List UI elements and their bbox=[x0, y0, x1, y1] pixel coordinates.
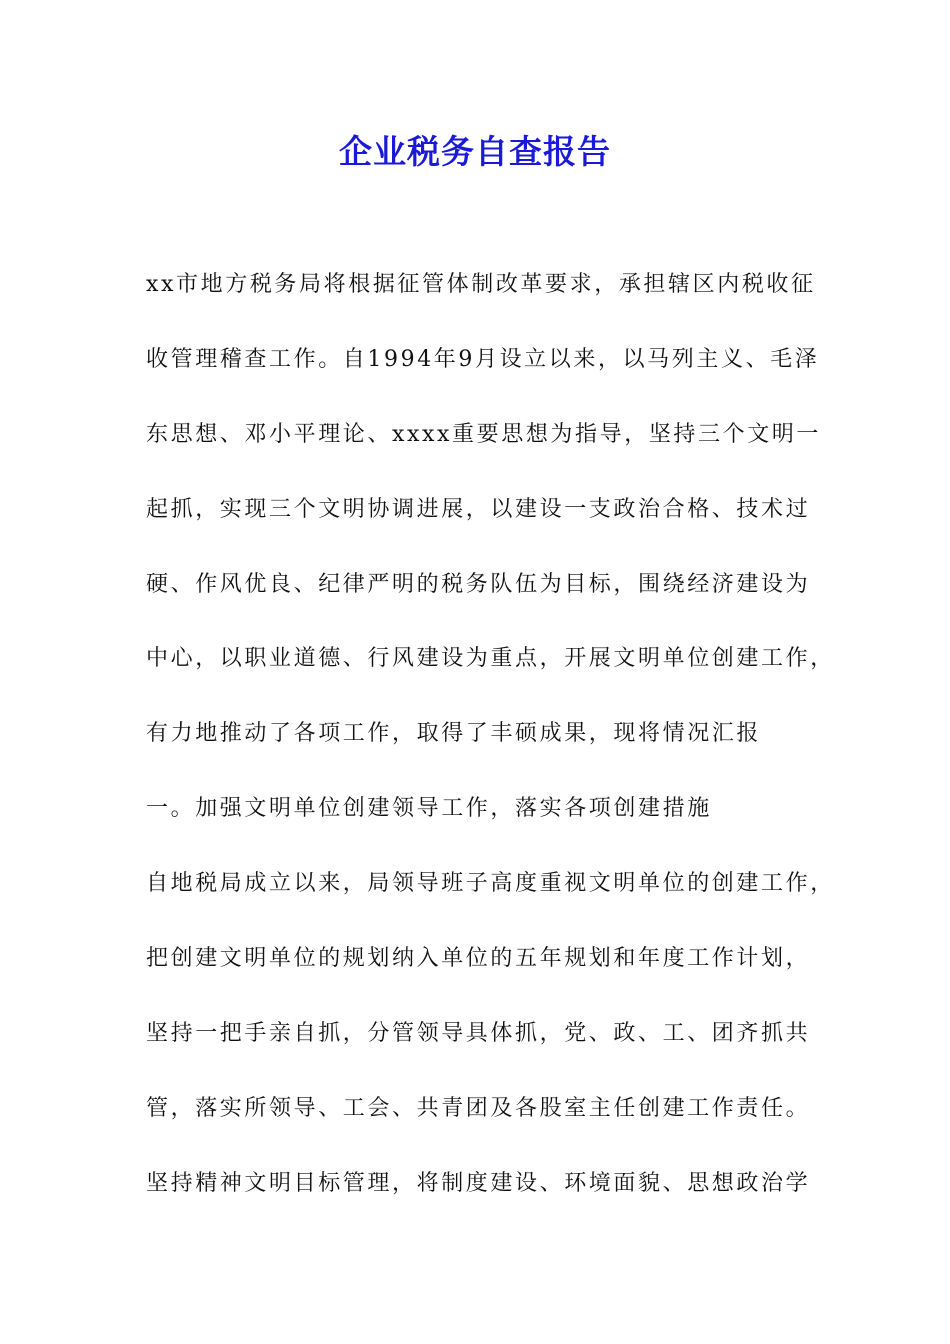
body-line: 坚持一把手亲自抓，分管领导具体抓，党、政、工、团齐抓共 bbox=[146, 1020, 811, 1046]
body-line: 起抓，实现三个文明协调进展，以建设一支政治合格、技术过 bbox=[146, 496, 811, 522]
body-line: 自地税局成立以来，局领导班子高度重视文明单位的创建工作， bbox=[146, 871, 835, 897]
document-title: 企业税务自查报告 bbox=[339, 132, 611, 171]
body-line: 管，落实所领导、工会、共青团及各股室主任创建工作责任。 bbox=[146, 1095, 811, 1121]
body-line: 坚持精神文明目标管理，将制度建设、环境面貌、思想政治学 bbox=[146, 1170, 811, 1196]
body-line: 东思想、邓小平理论、xxxx重要思想为指导，坚持三个文明一 bbox=[146, 421, 822, 447]
body-line: xx市地方税务局将根据征管体制改革要求，承担辖区内税收征 bbox=[146, 272, 816, 297]
document-body bbox=[146, 263, 836, 1237]
body-line: 硬、作风优良、纪律严明的税务队伍为目标，围绕经济建设为 bbox=[146, 571, 811, 597]
section-heading: 一。加强文明单位创建领导工作，落实各项创建措施 bbox=[146, 796, 712, 822]
body-line: 收管理稽查工作。自1994年9月设立以来，以马列主义、毛泽 bbox=[146, 346, 820, 372]
body-line: 把创建文明单位的规划纳入单位的五年规划和年度工作计划， bbox=[146, 946, 811, 972]
body-line: 有力地推动了各项工作，取得了丰硕成果，现将情况汇报 bbox=[146, 721, 762, 747]
body-line: 中心，以职业道德、行风建设为重点，开展文明单位创建工作， bbox=[146, 646, 835, 672]
